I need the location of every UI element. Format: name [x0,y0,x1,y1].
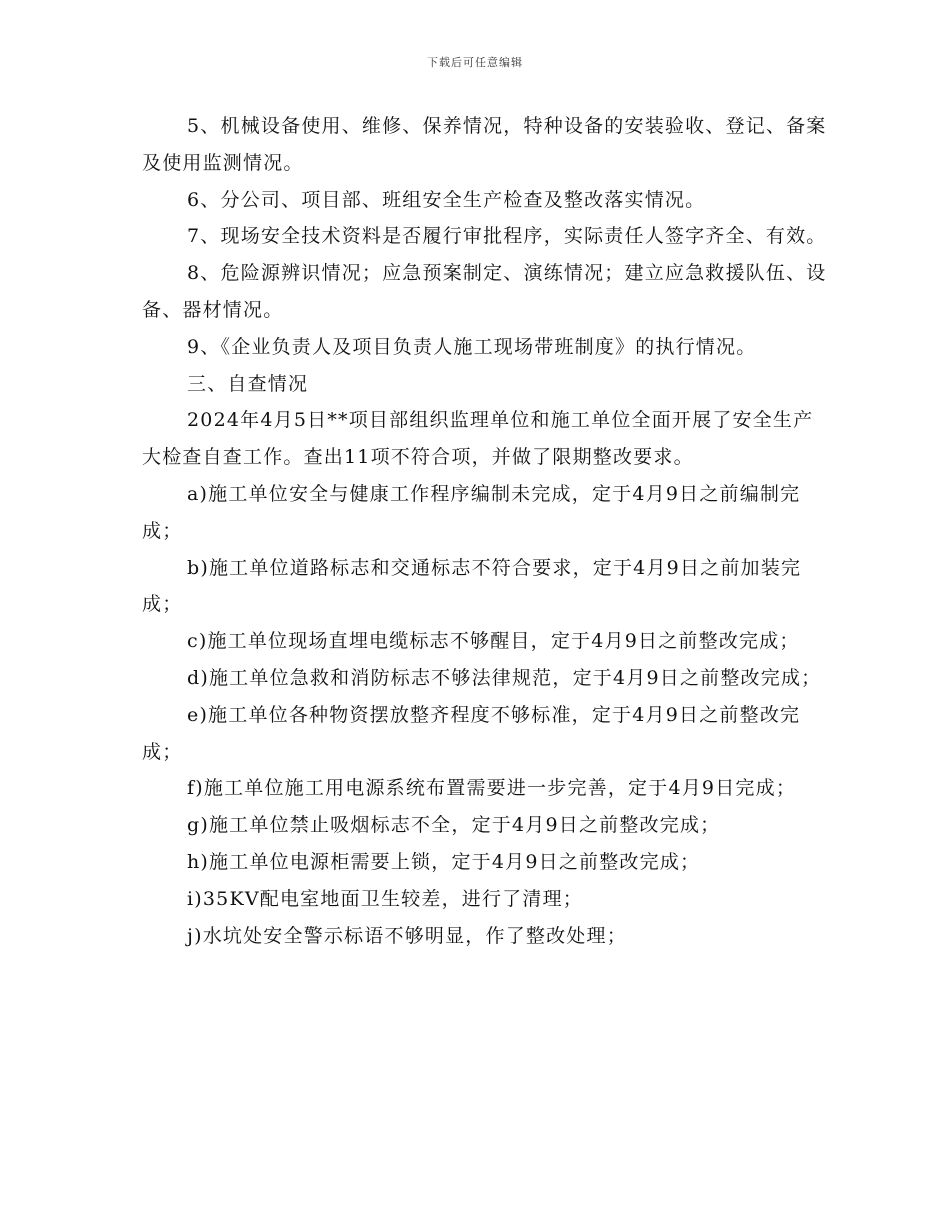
item-9-paragraph: 9、《企业负责人及项目负责人施工现场带班制度》的执行情况。 [187,335,757,358]
finding-e: e)施工单位各种物资摆放整齐程度不够标准，定于4月9日之前整改完成； [142,703,801,763]
finding-j: j)水坑处安全警示标语不够明显，作了整改处理； [187,924,627,947]
self-check-summary: 2024年4月5日**项目部组织监理单位和施工单位全面开展了安全生产大检查自查工作。查出11项不符合项，并做了限期整改要求。 [142,409,814,469]
finding-i: i)35KV配电室地面卫生较差，进行了清理； [187,887,583,910]
section-heading: 三、自查情况 [187,372,309,395]
item-5-paragraph: 5、机械设备使用、维修、保养情况，特种设备的安装验收、登记、备案及使用监测情况。 [142,115,827,174]
finding-d: d)施工单位急救和消防标志不够法律规范，定于4月9日之前整改完成； [187,666,822,689]
finding-h: h)施工单位电源柜需要上锁，定于4月9日之前整改完成； [187,850,701,873]
finding-c: c)施工单位现场直埋电缆标志不够醒目，定于4月9日之前整改完成； [187,630,800,653]
finding-a: a)施工单位安全与健康工作程序编制未完成，定于4月9日之前编制完成； [142,482,801,542]
header-note: 下载后可任意编辑 [427,56,523,69]
finding-f: f)施工单位施工用电源系统布置需要进一步完善，定于4月9日完成； [187,777,797,800]
item-8-paragraph: 8、危险源辨识情况；应急预案制定、演练情况；建立应急救援队伍、设备、器材情况。 [142,262,827,321]
finding-g: g)施工单位禁止吸烟标志不全，定于4月9日之前整改完成； [187,814,721,837]
document-body [142,108,832,954]
item-6-paragraph: 6、分公司、项目部、班组安全生产检查及整改落实情况。 [187,188,706,211]
finding-b: b)施工单位道路标志和交通标志不符合要求，定于4月9日之前加装完成； [142,556,802,616]
item-7-paragraph: 7、现场安全技术资料是否履行审批程序，实际责任人签字齐全、有效。 [187,225,827,248]
